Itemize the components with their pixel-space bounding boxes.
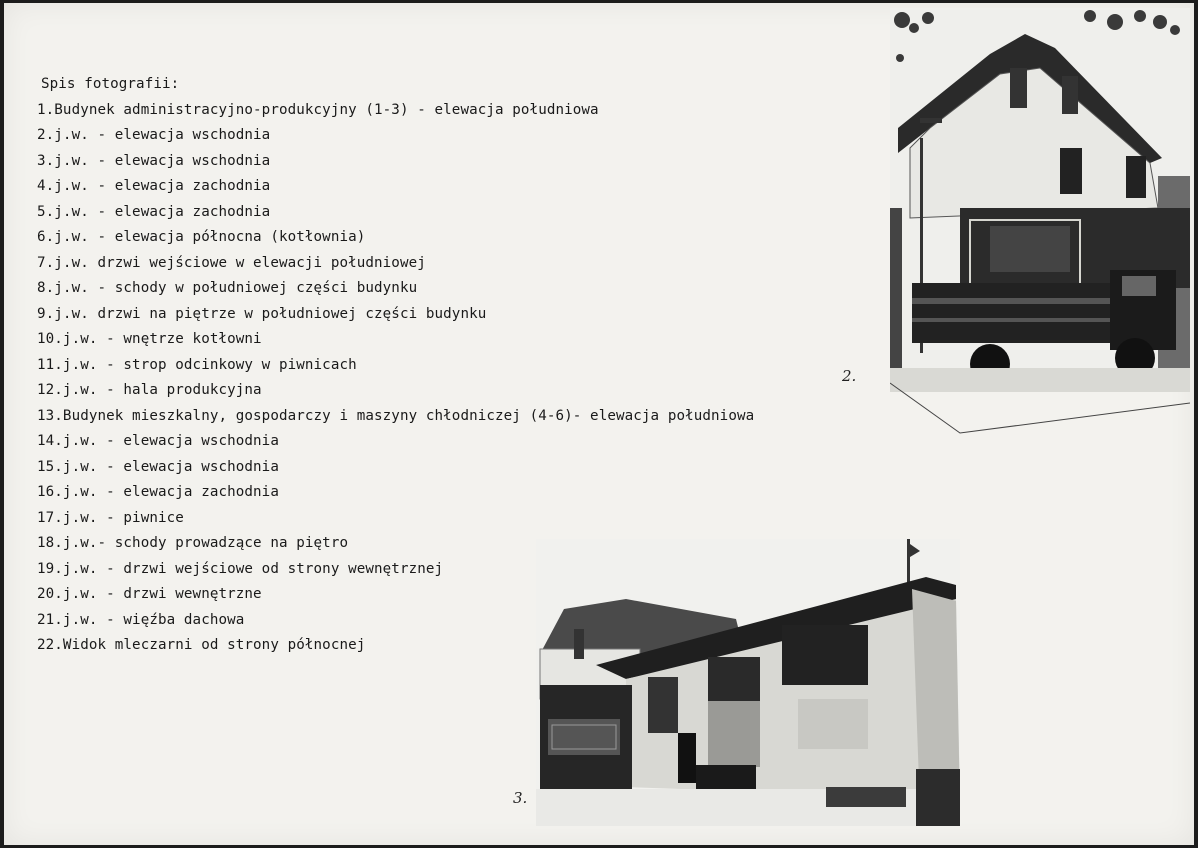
list-heading: Spis fotografii: — [41, 76, 180, 92]
list-item: 11.j.w. - strop odcinkowy w piwnicach — [37, 356, 357, 373]
list-item: 2.j.w. - elewacja wschodnia — [37, 127, 271, 143]
list-item: 16.j.w. - elewacja zachodnia — [37, 484, 279, 500]
list-item: 20.j.w. - drzwi wewnętrzne — [37, 586, 262, 602]
list-item: 13.Budynek mieszkalny, gospodarczy i maszyny chłodniczej (4-6)- elewacja południowa — [37, 407, 755, 424]
list-item: 12.j.w. - hala produkcyjna — [37, 382, 262, 398]
list-item: 21.j.w. - więźba dachowa — [37, 611, 245, 628]
photo-number-2: 2. — [842, 367, 857, 385]
list-item: 7.j.w. drzwi wejściowe w elewacji południowej — [37, 254, 426, 271]
list-item: 22.Widok mleczarni od strony północnej — [37, 637, 366, 653]
list-item: 4.j.w. - elewacja zachodnia — [37, 178, 271, 194]
list-item: 19.j.w. - drzwi wejściowe od strony wewnętrznej — [37, 560, 444, 577]
list-item: 1.Budynek administracyjno-produkcyjny (1-3) - elewacja południowa — [37, 101, 599, 118]
document-page — [4, 3, 1194, 845]
list-item: 14.j.w. - elewacja wschodnia — [37, 433, 279, 449]
list-item: 3.j.w. - elewacja wschodnia — [37, 152, 271, 169]
list-item: 9.j.w. drzwi na piętrze w południowej części budynku — [37, 305, 487, 322]
list-item: 15.j.w. - elewacja wschodnia — [37, 458, 279, 475]
list-item: 5.j.w. - elewacja zachodnia — [37, 203, 271, 220]
photo-shadow-edge — [890, 363, 1195, 443]
list-item: 18.j.w.- schody prowadzące na piętro — [37, 535, 349, 551]
list-item: 10.j.w. - wnętrze kotłowni — [37, 331, 262, 347]
list-item: 6.j.w. - elewacja północna (kotłownia) — [37, 229, 366, 245]
list-item: 8.j.w. - schody w południowej części budynku — [37, 280, 418, 296]
list-item: 17.j.w. - piwnice — [37, 509, 184, 526]
photo-dairy-north — [536, 539, 960, 826]
photo-number-3: 3. — [513, 789, 528, 807]
photo-building-east — [890, 8, 1190, 392]
